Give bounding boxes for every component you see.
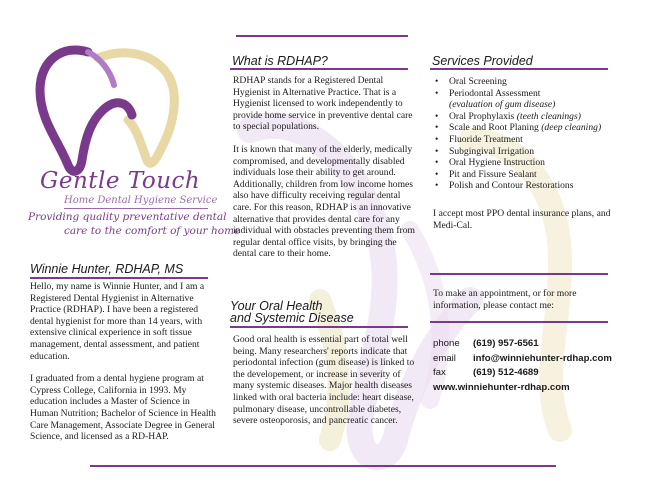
contact-top-rule xyxy=(430,273,608,275)
about-body xyxy=(30,281,220,454)
about-paragraph-1: Hello, my name is Winnie Hunter, and I am a Registered Dental Hygienist in Alternative Practice (RDHAP). I have been a registered dental hygienist for more than 14 years, with extensive clinical experience in soft tissue management, dental assessment, and patient education. xyxy=(30,281,205,362)
service-item: • Scale and Root Planing (deep cleaning) xyxy=(433,122,623,134)
website-row xyxy=(433,381,643,396)
rdhap-body xyxy=(233,75,416,271)
service-item: • Oral Hygiene Instruction xyxy=(433,157,623,169)
oral-health-heading-1: Your Oral Health xyxy=(230,299,323,313)
services-heading-rule xyxy=(430,68,608,70)
oral-health-heading-rule xyxy=(230,326,408,328)
service-item: • Fluoride Treatment xyxy=(433,134,623,146)
email-label: email xyxy=(433,352,456,364)
tagline-line-2: care to the comfort of your home xyxy=(64,225,241,237)
phone-label: phone xyxy=(433,338,460,349)
contact-details xyxy=(433,337,643,395)
fax-label: fax xyxy=(433,367,446,379)
oral-health-paragraph: Good oral health is essential part of total well being. Many researchers' reports indicate that periodontal infection (gum disease) is linked to the developement, or increase in severity of many systemic diseases. Major health diseases linked with oral bacteria include: heart disease, pulmonary disease, uncontrollable diabetes, severe osteoporosis, and pancreatic cancer. xyxy=(233,334,415,427)
tooth-logo-icon xyxy=(28,40,203,180)
service-item: • Subgingival Irrigation xyxy=(433,146,623,158)
services-list xyxy=(433,76,623,192)
email-address: info@winniehunter-rdhap.com xyxy=(473,352,612,364)
contact-intro: To make an appointment, or for more information, please contact me: xyxy=(433,288,577,311)
phone-row xyxy=(433,337,643,352)
phone-number: (619) 957-6561 xyxy=(473,338,539,349)
fax-number: (619) 512-4689 xyxy=(473,367,539,379)
brand-underline xyxy=(64,208,208,209)
brand-subtitle: Home Dental Hygiene Service xyxy=(64,195,218,206)
service-item: • Periodontal Assessment (evaluation of gum disease) xyxy=(433,88,623,111)
services-heading: Services Provided xyxy=(432,54,533,68)
rdhap-paragraph-2: It is known that many of the elderly, medically compromised, and developmentally disabled individuals lose their ability to get around. Additionally, children from low income homes also have difficulty receiving regular dental care. For this reason, RDHAP is an innovative alternative that provides dental care for any individual with obstacles preventing them from regular dental office visits, by bringing the dental care to their home. xyxy=(233,143,415,260)
website-link[interactable]: www.winniehunter-rdhap.com xyxy=(433,381,570,393)
fax-row xyxy=(433,366,643,381)
about-heading-rule xyxy=(30,277,208,279)
about-paragraph-2: I graduated from a dental hygiene program at Cypress College, California in 1993. My education includes a Master of Science in Human Nutrition; Bachelor of Science in Health Care Management, Associate Degree in General Science, and licensed as a RD-HAP. xyxy=(30,373,216,443)
service-item: • Pit and Fissure Sealant xyxy=(433,169,623,181)
middle-top-rule xyxy=(236,35,408,37)
tagline-line-1: Providing quality preventative dental xyxy=(28,211,227,223)
insurance-note: I accept most PPO dental insurance plans, and Medi-Cal. xyxy=(433,208,611,231)
contact-mid-rule xyxy=(430,321,608,323)
about-heading: Winnie Hunter, RDHAP, MS xyxy=(30,262,184,276)
oral-health-body xyxy=(233,334,416,438)
oral-health-heading-2: and Systemic Disease xyxy=(230,311,354,325)
service-item: • Oral Prophylaxis (teeth cleanings) xyxy=(433,111,623,123)
service-item: • Oral Screening xyxy=(433,76,623,88)
brand-name: Gentle Touch xyxy=(40,168,201,194)
rdhap-heading: What is RDHAP? xyxy=(232,54,328,68)
rdhap-heading-rule xyxy=(230,68,408,70)
service-item: • Polish and Contour Restorations xyxy=(433,180,623,192)
rdhap-paragraph-1: RDHAP stands for a Registered Dental Hygienist in Alternative Practice. That is a Hygienist licensed to work independently to provide home service in preventive dental care to special populations. xyxy=(233,75,413,133)
email-row xyxy=(433,352,643,367)
bottom-rule xyxy=(90,465,556,467)
